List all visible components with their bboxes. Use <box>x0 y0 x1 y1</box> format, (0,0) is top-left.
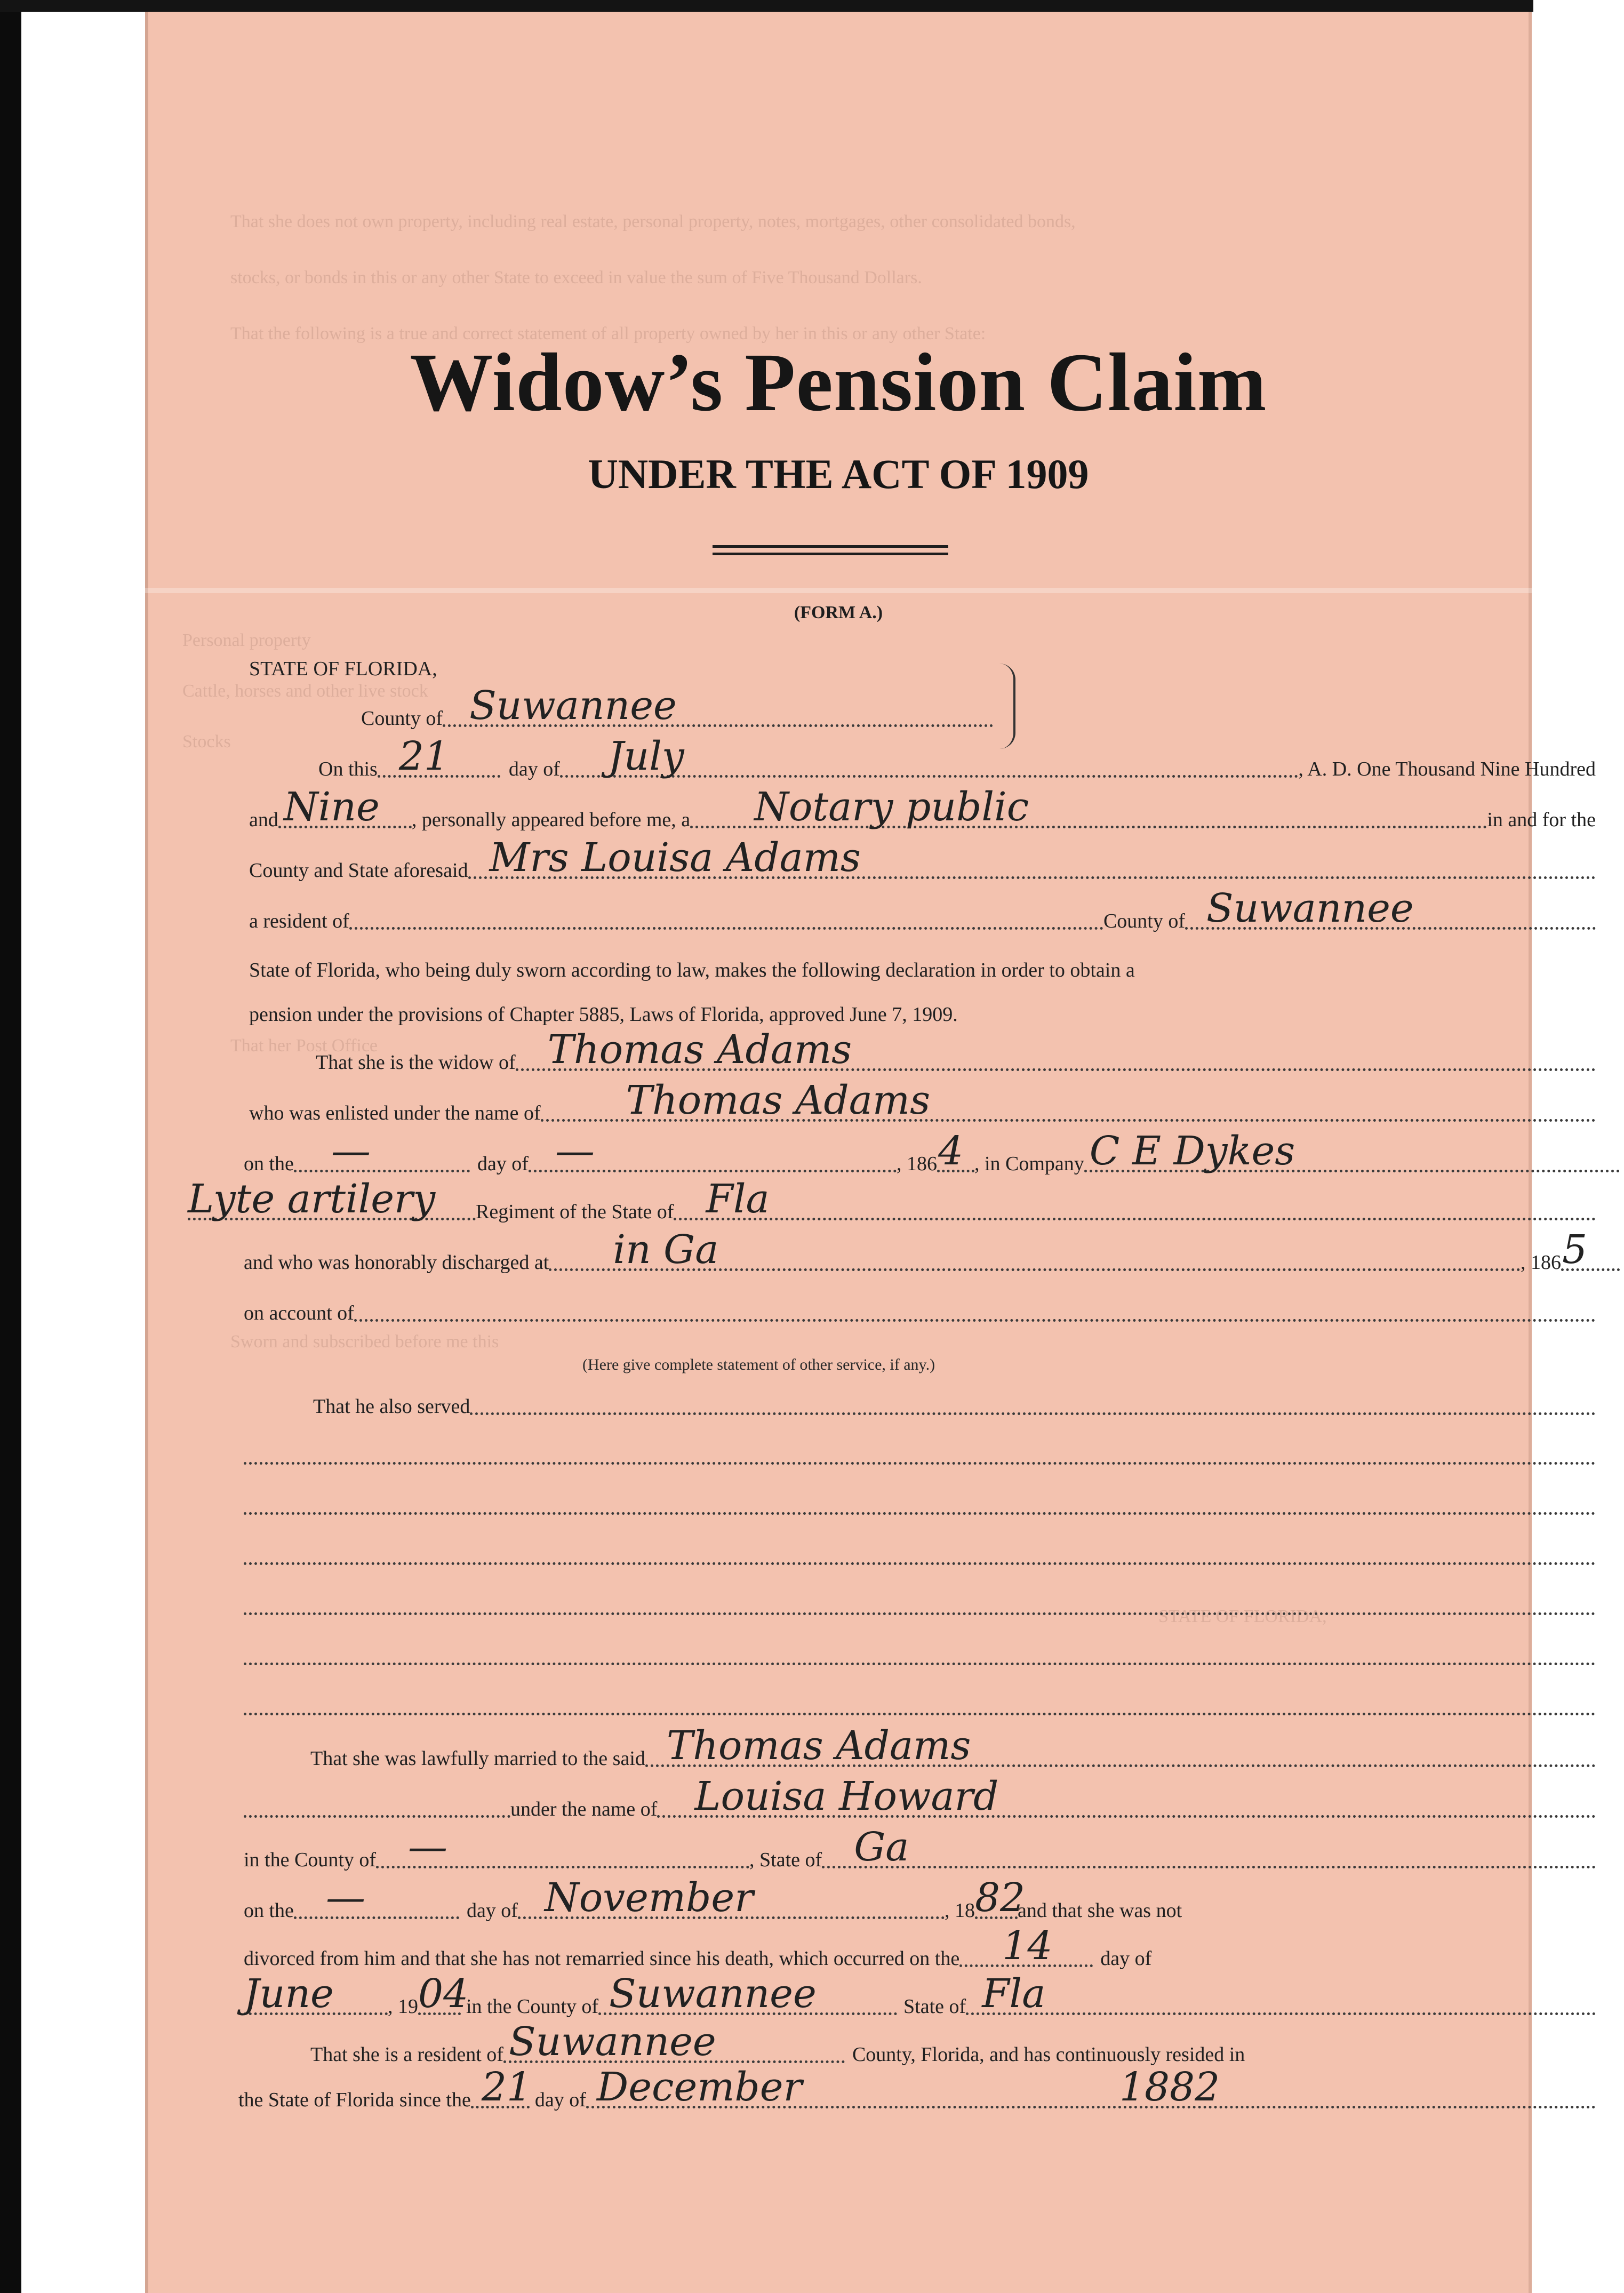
handwritten-death-county: Suwannee <box>609 1971 817 2017</box>
divorced-text: divorced from him and that she has not remarried since his death, which occurred on the <box>244 1947 960 1970</box>
in-the-county-label: in the County of <box>466 1995 599 2018</box>
maiden-pre-field[interactable] <box>244 1778 510 1818</box>
double-rule-top <box>713 545 948 548</box>
handwritten-discharged-at: in Ga <box>613 1227 719 1273</box>
pension-text: pension under the provisions of Chapter 5885, Laws of Florida, approved June 7, 1909. <box>249 1003 958 1026</box>
claimant-field[interactable] <box>468 835 1596 881</box>
resident-place-field[interactable] <box>349 890 1103 930</box>
death-year-field[interactable] <box>418 1971 469 2017</box>
discharge-year-field[interactable] <box>1561 1227 1620 1273</box>
county-label: County of <box>361 707 443 730</box>
handwritten-since-month: December <box>596 2064 802 2110</box>
since-day-field[interactable] <box>471 2064 532 2110</box>
married-to-field[interactable] <box>645 1723 1596 1769</box>
state-label: STATE OF FLORIDA, <box>249 658 437 680</box>
scan-corner <box>1533 0 1624 48</box>
date-line <box>318 733 1596 785</box>
handwritten-month: July <box>607 733 684 779</box>
married-to-label: That she was lawfully married to the said <box>310 1747 645 1770</box>
in-and-for-label: in and for the <box>1487 809 1596 831</box>
handwritten-claimant: Mrs Louisa Adams <box>489 835 861 881</box>
resident-of-label: That she is a resident of <box>310 2043 503 2066</box>
bleed-through-text: stocks, or bonds in this or any other State to exceed in value the sum of Five Thousand Dollars. <box>230 268 922 287</box>
blank-line <box>244 1635 1596 1673</box>
death-county-field[interactable] <box>598 1971 897 2017</box>
county-line <box>361 683 993 734</box>
also-served-field[interactable] <box>470 1375 1596 1415</box>
enlisted-field[interactable] <box>541 1077 1596 1123</box>
blank-line <box>244 1535 1596 1572</box>
handwritten-enlisted-name: Thomas Adams <box>626 1077 931 1123</box>
since-the-label: the State of Florida since the <box>238 2089 471 2111</box>
discharged-label: and who was honorably discharged at <box>244 1251 549 1274</box>
year-word-field[interactable] <box>278 784 412 830</box>
blank-field[interactable] <box>244 1625 1596 1665</box>
since-month-field[interactable] <box>586 2064 1596 2110</box>
ad-label: , A. D. One Thousand Nine Hundred <box>1298 758 1596 780</box>
married-day-field[interactable] <box>294 1875 459 1921</box>
appeared-line <box>249 784 1596 836</box>
blank-field[interactable] <box>244 1525 1596 1565</box>
company-cont-field[interactable] <box>188 1176 476 1222</box>
bleed-through-text: Cattle, horses and other live stock <box>182 681 428 701</box>
bleed-through-text: That her Post Office <box>230 1036 378 1056</box>
state-line <box>249 648 676 685</box>
on-account-label: on account of <box>244 1302 354 1324</box>
on-this-label: On this <box>318 758 378 780</box>
account-field[interactable] <box>354 1282 1596 1322</box>
handwritten-resident-county: Suwannee <box>1206 885 1414 931</box>
bleed-through-text: Stocks <box>182 732 231 752</box>
handwritten-death-year: 04 <box>418 1971 469 2017</box>
handwritten-married-day: — <box>325 1875 365 1921</box>
day-of-label: day of <box>466 1899 518 1922</box>
year-186-label: , 186 <box>896 1153 937 1175</box>
scan-edge-left <box>0 0 21 2293</box>
handwritten-married-month: November <box>544 1875 754 1921</box>
enlist-year-field[interactable] <box>937 1128 974 1174</box>
handwritten-since-day: 21 <box>481 2064 532 2110</box>
handwritten-widow-of: Thomas Adams <box>547 1027 852 1073</box>
form-label: (FORM A.) <box>794 603 883 622</box>
on-the-label: on the <box>244 1153 294 1175</box>
blank-field[interactable] <box>244 1675 1596 1715</box>
blank-field[interactable] <box>244 1425 1596 1465</box>
scan-edge-top <box>0 0 1624 12</box>
married-county-field[interactable] <box>376 1824 749 1870</box>
handwritten-death-day: 14 <box>1002 1923 1053 1969</box>
in-county-label: in the County of <box>244 1849 377 1871</box>
year-186b-label: , 186 <box>1521 1251 1561 1274</box>
married-year-field[interactable] <box>974 1875 1026 1921</box>
death-day-field[interactable] <box>959 1923 1093 1969</box>
regiment-label: Regiment of the State of <box>476 1201 674 1223</box>
pension-line <box>249 993 1596 1030</box>
handwritten-regiment-state: Fla <box>706 1176 770 1222</box>
company-field[interactable] <box>1084 1128 1620 1174</box>
married-line <box>310 1723 1596 1775</box>
handwritten-enlist-month: — <box>555 1128 595 1174</box>
handwritten-married-to: Thomas Adams <box>666 1723 971 1769</box>
county-field[interactable] <box>443 683 993 729</box>
bleed-through-text: Personal property <box>182 630 311 650</box>
appeared-label: , personally appeared before me, a <box>411 809 691 831</box>
handwritten-death-state: Fla <box>982 1971 1046 2017</box>
regiment-state-field[interactable] <box>674 1176 1596 1222</box>
maiden-name-field[interactable] <box>657 1773 1596 1819</box>
day-of-label: day of <box>534 2089 586 2111</box>
double-rule-bottom <box>713 553 948 555</box>
officer-field[interactable] <box>690 784 1487 830</box>
and-label: and <box>249 809 278 831</box>
discharged-field[interactable] <box>549 1227 1521 1273</box>
handwritten-discharge-year: 5 <box>1562 1227 1588 1273</box>
handwritten-married-county: — <box>408 1824 448 1870</box>
handwritten-residence-county: Suwannee <box>508 2019 716 2065</box>
death-month-field[interactable] <box>244 1971 388 2017</box>
sworn-text: State of Florida, who being duly sworn according to law, makes the following declaration in order to obtain a <box>249 959 1135 981</box>
handwritten-company: C E Dykes <box>1089 1128 1295 1174</box>
bleed-through-text: That she does not own property, including real estate, personal property, notes, mortgages, other consolidated bonds, <box>230 212 1076 231</box>
company-label: , in Company <box>974 1153 1084 1175</box>
death-line <box>244 1971 1596 2023</box>
state-of-label: , State of <box>749 1849 822 1871</box>
enlist-month-field[interactable] <box>529 1128 897 1174</box>
under-name-label: under the name of <box>510 1798 658 1820</box>
resident-county-field[interactable] <box>1185 885 1596 931</box>
month-field[interactable] <box>560 733 1299 779</box>
day-of-label: day of <box>508 758 560 780</box>
handwritten-married-year: 82 <box>974 1875 1026 1921</box>
county-brace <box>997 664 1015 749</box>
widow-of-field[interactable] <box>516 1027 1596 1073</box>
document-subtitle: UNDER THE ACT OF 1909 <box>588 451 1089 497</box>
on-the-label: on the <box>244 1899 294 1922</box>
also-served-label: That he also served <box>313 1395 470 1418</box>
resident-of-label: a resident of <box>249 910 349 932</box>
handwritten-county: Suwannee <box>469 683 677 729</box>
aforesaid-label: County and State aforesaid <box>249 859 468 882</box>
since-line <box>238 2064 1596 2116</box>
married-date-line <box>244 1875 1596 1927</box>
document-page <box>145 12 1596 2293</box>
state-of-label: State of <box>903 1995 966 2018</box>
bleed-through-text: STATE OF FLORIDA, <box>1158 1607 1327 1626</box>
enlisted-line <box>249 1077 1596 1129</box>
handwritten-maiden-name: Louisa Howard <box>694 1773 999 1819</box>
day-field[interactable] <box>378 733 500 779</box>
document-title: Widow’s Pension Claim <box>410 336 1267 428</box>
blank-line <box>244 1585 1596 1623</box>
blank-field[interactable] <box>244 1575 1596 1615</box>
claimant-line <box>249 835 1596 886</box>
divorced-line <box>244 1923 1596 1975</box>
handwritten-officer: Notary public <box>754 784 1029 830</box>
married-month-field[interactable] <box>518 1875 945 1921</box>
sworn-line <box>249 949 1596 986</box>
blank-field[interactable] <box>244 1475 1596 1515</box>
widow-line <box>316 1027 1596 1078</box>
day-of-label: day of <box>477 1153 529 1175</box>
handwritten-day: 21 <box>398 733 450 779</box>
not-divorced-label: and that she was not <box>1017 1899 1182 1922</box>
married-state-field[interactable] <box>822 1824 1596 1870</box>
enlisted-label: who was enlisted under the name of <box>249 1102 541 1124</box>
year-19-label: , 19 <box>388 1995 418 2018</box>
account-line <box>244 1292 1596 1329</box>
county-florida-label: County, Florida, and has continuously resided in <box>852 2043 1245 2066</box>
maiden-line <box>244 1773 1596 1825</box>
enlist-day-field[interactable] <box>294 1128 470 1174</box>
fold-line <box>145 588 1532 593</box>
handwritten-married-state: Ga <box>854 1824 909 1870</box>
bleed-through-text: That the following is a true and correct statement of all property owned by her in this or any other State: <box>230 324 986 343</box>
blank-line <box>244 1485 1596 1522</box>
handwritten-enlist-day: — <box>331 1128 371 1174</box>
death-state-field[interactable] <box>966 1971 1596 2017</box>
handwritten-year-word: Nine <box>283 784 380 830</box>
handwritten-since-year: 1882 <box>1119 2064 1220 2110</box>
county-of-label: County of <box>1103 910 1185 932</box>
other-service-note: (Here give complete statement of other service, if any.) <box>582 1356 935 1373</box>
handwritten-enlist-year: 4 <box>938 1128 964 1174</box>
married-place-line <box>244 1824 1596 1876</box>
enlist-date-line <box>244 1128 1620 1180</box>
year-18-label: , 18 <box>944 1899 975 1922</box>
handwritten-death-month: June <box>244 1971 334 2017</box>
day-of-label: day of <box>1100 1947 1152 1970</box>
blank-line <box>244 1435 1596 1472</box>
resident-line <box>249 885 1596 937</box>
bleed-through-text: Sworn and subscribed before me this <box>230 1332 499 1352</box>
blank-line <box>244 1685 1596 1723</box>
residence-county-field[interactable] <box>503 2019 845 2065</box>
widow-of-label: That she is the widow of <box>316 1051 516 1074</box>
handwritten-company-cont: Lyte artilery <box>188 1176 436 1222</box>
also-served-line <box>313 1385 1596 1423</box>
regiment-line <box>188 1176 1596 1228</box>
discharge-line <box>244 1227 1620 1279</box>
